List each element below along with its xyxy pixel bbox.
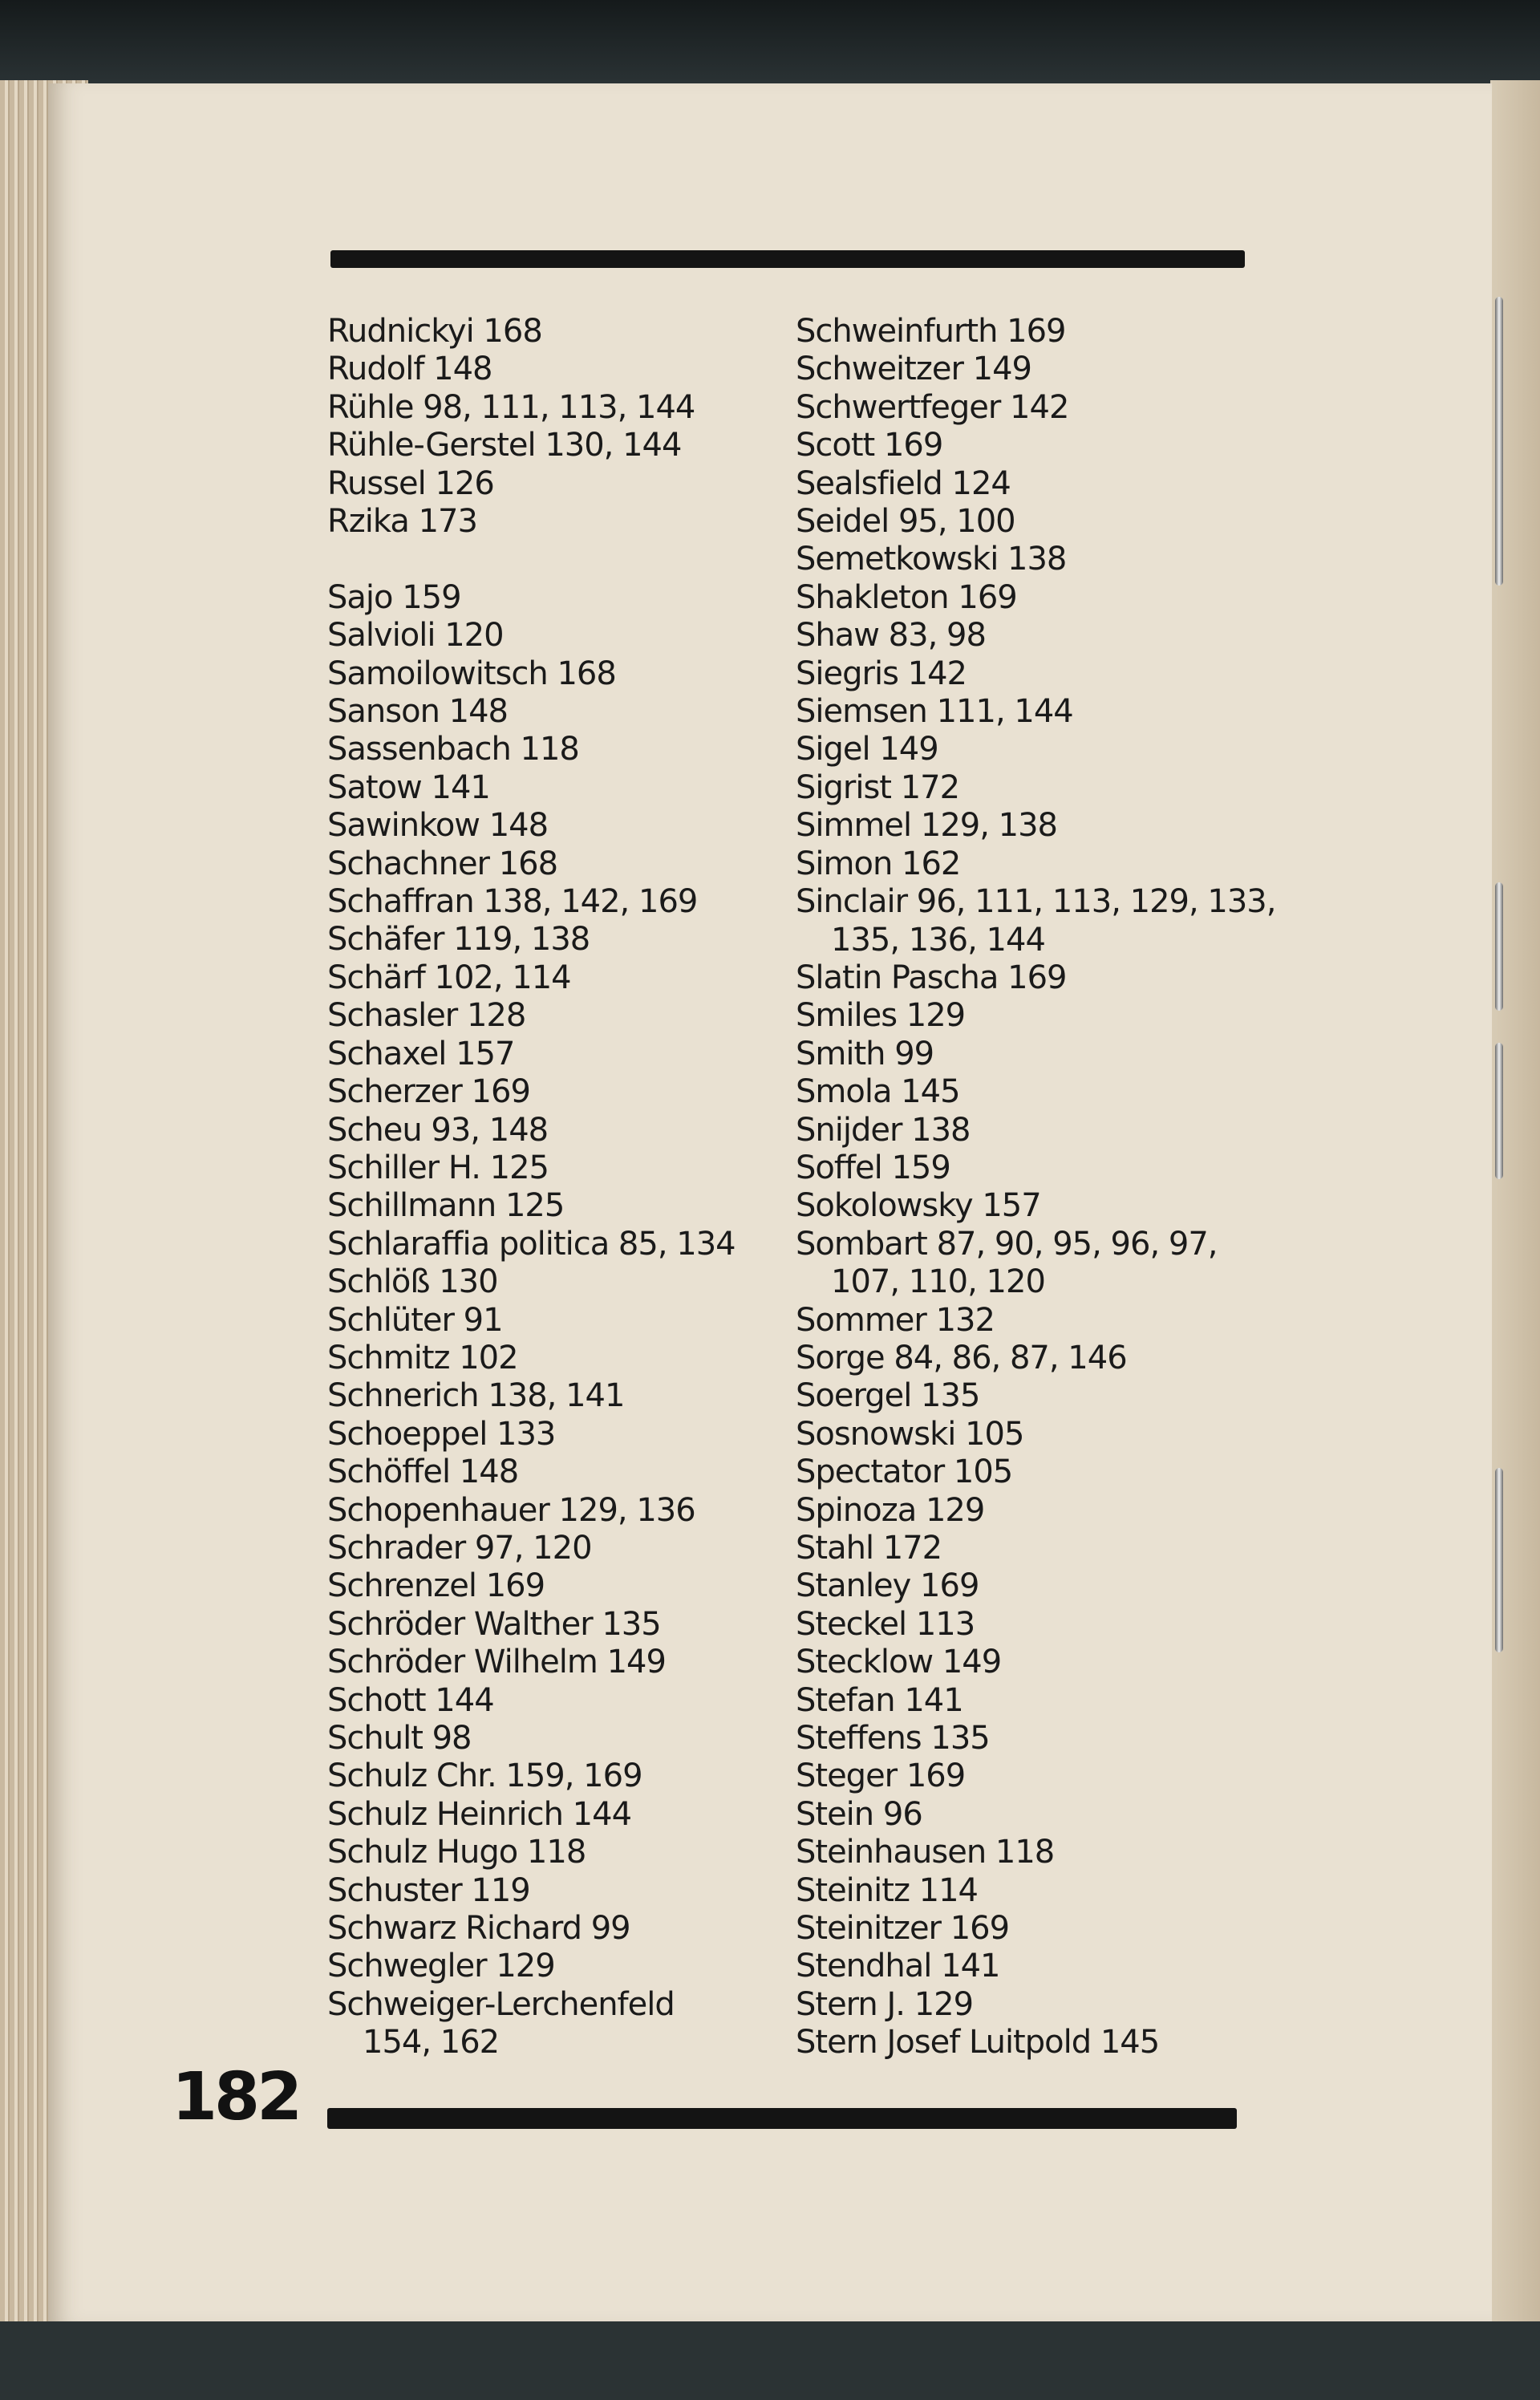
index-entry: Soergel 135 <box>796 1377 980 1415</box>
index-entry: Sealsfield 124 <box>796 464 1011 502</box>
index-entry-continuation: 107, 110, 120 <box>831 1263 1045 1301</box>
index-entry: Sokolowsky 157 <box>796 1187 1041 1225</box>
binder-clip-3 <box>1495 882 1503 1011</box>
index-entry: Schärf 102, 114 <box>327 959 571 996</box>
index-entry: Schulz Chr. 159, 169 <box>327 1757 642 1795</box>
index-entry: Steger 169 <box>796 1757 966 1795</box>
index-entry: Slatin Pascha 169 <box>796 959 1067 996</box>
index-entry: Rühle 98, 111, 113, 144 <box>327 388 695 426</box>
index-entry: Simon 162 <box>796 845 961 882</box>
index-entry: Sawinkow 148 <box>327 807 549 845</box>
index-entry: Smola 145 <box>796 1073 960 1111</box>
page-number: 182 <box>172 2059 300 2135</box>
index-entry: Sombart 87, 90, 95, 96, 97, <box>796 1225 1218 1263</box>
index-entry: Sosnowski 105 <box>796 1415 1024 1453</box>
index-entry: Sanson 148 <box>327 693 508 731</box>
index-entry: Schwertfeger 142 <box>796 388 1069 426</box>
index-entry: Salvioli 120 <box>327 617 504 655</box>
index-entry: Stern J. 129 <box>796 1985 974 2023</box>
index-entry: Schwegler 129 <box>327 1948 555 1985</box>
index-entry: Steckel 113 <box>796 1605 975 1643</box>
index-entry: Simmel 129, 138 <box>796 807 1057 845</box>
index-entry-continuation: 135, 136, 144 <box>831 921 1045 959</box>
header-rule <box>330 250 1245 268</box>
index-entry: Schöffel 148 <box>327 1453 519 1491</box>
index-entry: Schmitz 102 <box>327 1339 518 1376</box>
index-entry: Stefan 141 <box>796 1681 963 1719</box>
index-entry: Scott 169 <box>796 427 943 464</box>
index-entry: Smith 99 <box>796 1035 934 1072</box>
index-entry: Sassenbach 118 <box>327 731 579 768</box>
index-entry: Schuster 119 <box>327 1871 530 1909</box>
binder-clip-4 <box>1495 1043 1503 1179</box>
index-entry: Schulz Hugo 118 <box>327 1834 586 1871</box>
index-entry-continuation: 154, 162 <box>363 2024 500 2061</box>
index-entry: Schlüter 91 <box>327 1301 503 1339</box>
index-entry: Schweiger-Lerchenfeld <box>327 1985 675 2023</box>
index-column-left <box>327 313 808 2062</box>
index-entry: Shaw 83, 98 <box>796 617 986 655</box>
index-entry: Sorge 84, 86, 87, 146 <box>796 1339 1127 1376</box>
index-entry: Scherzer 169 <box>327 1073 530 1111</box>
index-entry: Schrenzel 169 <box>327 1567 545 1605</box>
index-entry: Stanley 169 <box>796 1567 979 1605</box>
index-entry: Spinoza 129 <box>796 1491 985 1529</box>
index-entry: Schnerich 138, 141 <box>327 1377 625 1415</box>
index-entry: Snijder 138 <box>796 1111 971 1149</box>
index-entry: Spectator 105 <box>796 1453 1013 1491</box>
index-entry: Schlöß 130 <box>327 1263 498 1301</box>
index-entry: Schult 98 <box>327 1720 472 1757</box>
index-entry: Sajo 159 <box>327 578 461 616</box>
index-entry: Steinhausen 118 <box>796 1834 1055 1871</box>
index-entry: Stecklow 149 <box>796 1644 1002 1681</box>
index-entry: Shakleton 169 <box>796 578 1017 616</box>
index-entry: Russel 126 <box>327 464 494 502</box>
footer-rule <box>327 2108 1237 2129</box>
index-entry: Schopenhauer 129, 136 <box>327 1491 695 1529</box>
index-entry: Schachner 168 <box>327 845 558 882</box>
index-entry: Schrader 97, 120 <box>327 1529 592 1567</box>
index-entry: Schäfer 119, 138 <box>327 921 590 959</box>
index-entry: Schiller H. 125 <box>327 1149 549 1186</box>
index-entry: Satow 141 <box>327 768 490 806</box>
index-entry: Schaffran 138, 142, 169 <box>327 883 698 921</box>
index-entry: Steinitz 114 <box>796 1871 979 1909</box>
index-entry: Schwarz Richard 99 <box>327 1910 630 1948</box>
index-entry: Steffens 135 <box>796 1720 990 1757</box>
index-entry: Soffel 159 <box>796 1149 950 1186</box>
index-entry: Sigel 149 <box>796 731 938 768</box>
binder-clip-2 <box>1495 465 1503 586</box>
index-entry: Schröder Walther 135 <box>327 1605 661 1643</box>
index-entry: Steinitzer 169 <box>796 1910 1010 1948</box>
index-entry: Schaxel 157 <box>327 1035 515 1072</box>
binder-clip-5 <box>1495 1468 1503 1652</box>
index-entry: Rühle-Gerstel 130, 144 <box>327 427 682 464</box>
index-entry: Schasler 128 <box>327 997 526 1035</box>
index-entry: Schoeppel 133 <box>327 1415 556 1453</box>
index-entry: Schweinfurth 169 <box>796 313 1066 350</box>
index-entry: Stern Josef Luitpold 145 <box>796 2024 1160 2061</box>
index-entry: Rudolf 148 <box>327 351 492 388</box>
index-entry: Siegris 142 <box>796 655 967 692</box>
index-entry: Stendhal 141 <box>796 1948 1000 1985</box>
index-entry: Sommer 132 <box>796 1301 995 1339</box>
index-entry: Semetkowski 138 <box>796 541 1067 578</box>
index-entry: Seidel 95, 100 <box>796 503 1015 541</box>
background-dark-bottom <box>0 2321 1540 2400</box>
index-entry: Schillmann 125 <box>327 1187 565 1225</box>
index-entry: Stahl 172 <box>796 1530 942 1567</box>
background-dark-top <box>0 0 1540 83</box>
index-entry: Sinclair 96, 111, 113, 129, 133, <box>796 883 1276 921</box>
index-column-right <box>796 313 1277 2062</box>
index-entry: Samoilowitsch 168 <box>327 655 616 692</box>
index-gap <box>327 541 808 578</box>
index-entry: Schulz Heinrich 144 <box>327 1795 632 1833</box>
index-entry: Rudnickyi 168 <box>327 313 542 350</box>
index-entry: Siemsen 111, 144 <box>796 693 1073 731</box>
index-entry: Schott 144 <box>327 1681 494 1719</box>
index-entry: Schlaraffia politica 85, 134 <box>327 1225 736 1263</box>
index-entry: Smiles 129 <box>796 997 966 1035</box>
index-entry: Scheu 93, 148 <box>327 1111 549 1149</box>
index-entry: Rzika 173 <box>327 503 477 541</box>
index-entry: Schröder Wilhelm 149 <box>327 1644 666 1681</box>
index-entry: Stein 96 <box>796 1795 922 1833</box>
index-entry: Schweitzer 149 <box>796 351 1031 388</box>
index-entry: Sigrist 172 <box>796 768 960 806</box>
